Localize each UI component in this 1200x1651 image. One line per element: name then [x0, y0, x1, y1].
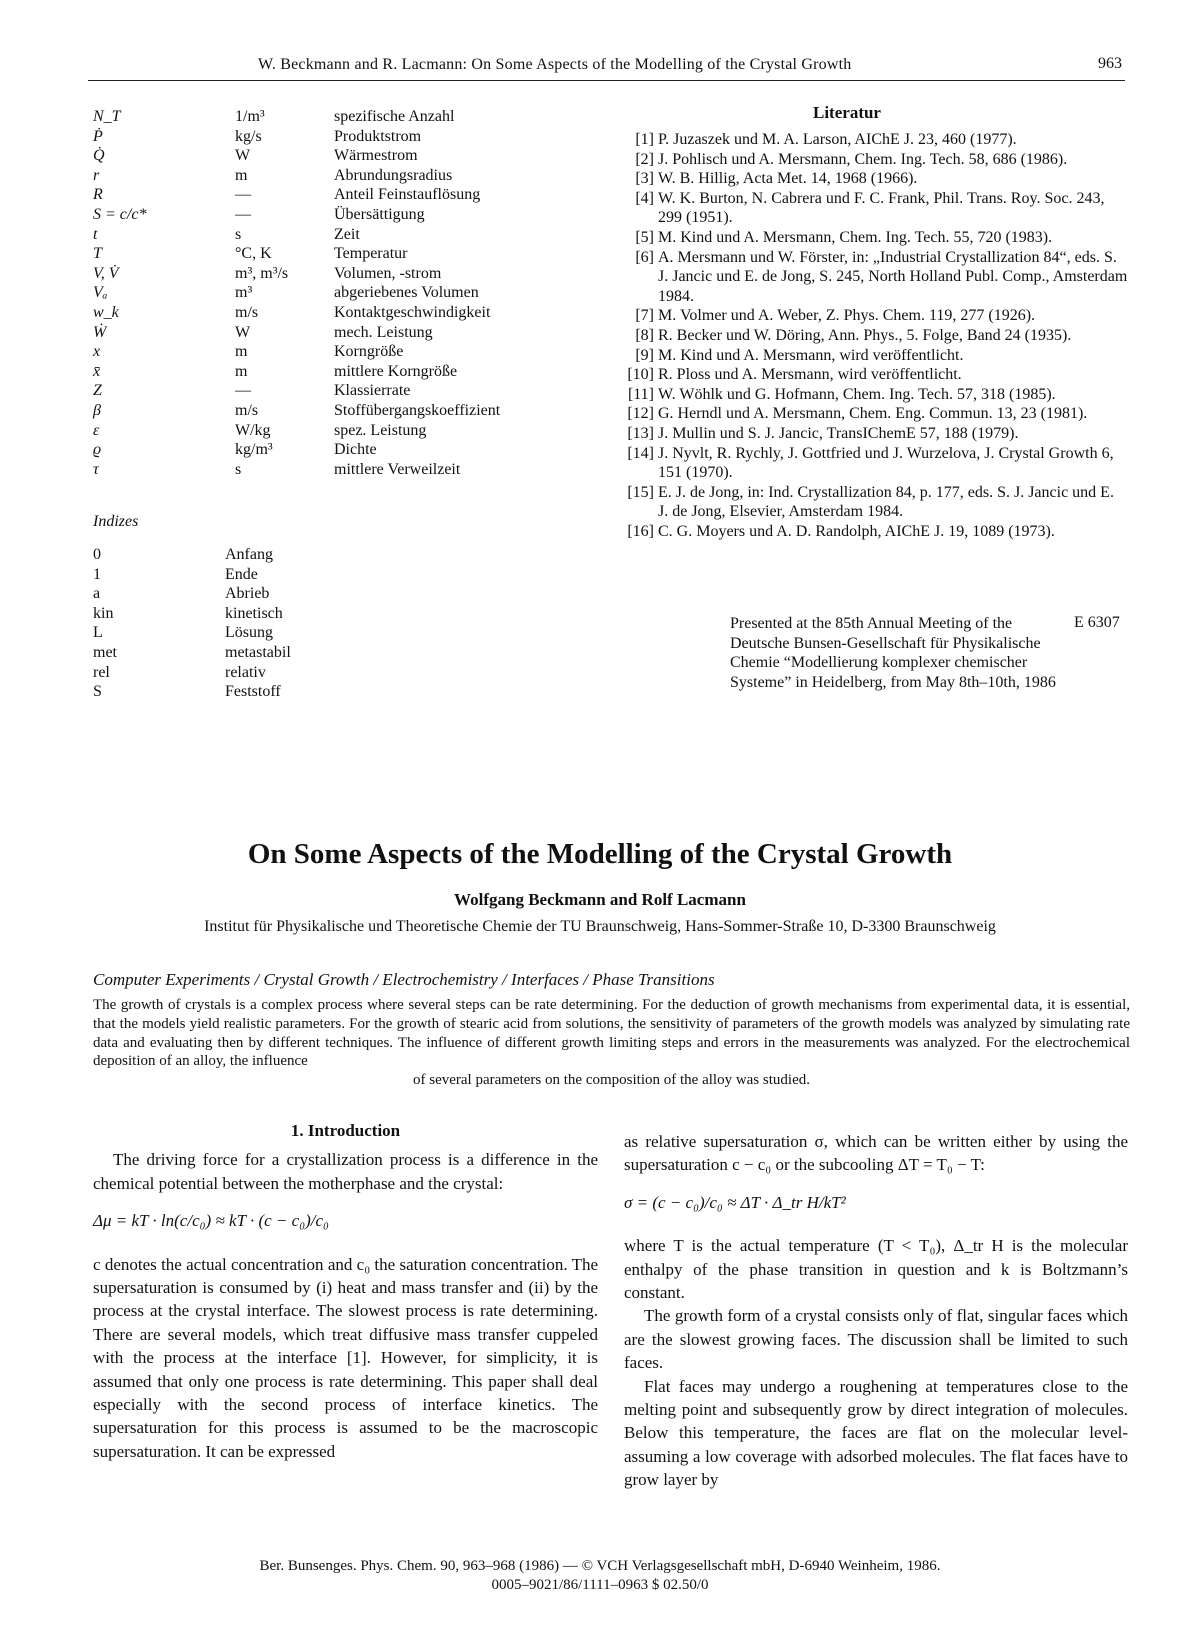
reference-item: [624, 444, 1128, 483]
symbol-description: Zeit: [334, 225, 360, 243]
symbol-unit: m/s: [235, 303, 259, 321]
paragraph: Flat faces may undergo a roughening at temperatures close to the melting point and subsequently grow by direct integration of molecules. Below this temperature, the faces are flat on the molecular level-assuming a low coverage with adsorbed molecules. The flat faces have to grow layer by: [624, 1376, 1128, 1490]
symbol-description: mech. Leistung: [334, 323, 433, 341]
index-value: Abrieb: [225, 585, 270, 603]
symbol-symbol: τ: [93, 460, 99, 478]
abstract-last-line: of several parameters on the composition of the alloy was studied.: [413, 1072, 810, 1089]
symbol-description: Stoffübergangskoeffizient: [334, 401, 501, 419]
symbol-unit: s: [235, 225, 242, 243]
reference-text: W. K. Burton, N. Cabrera und F. C. Frank, Phil. Trans. Roy. Soc. 243, 299 (1951).: [658, 189, 1105, 227]
reference-number: [16]: [627, 522, 654, 540]
symbol-symbol: ϱ: [93, 441, 102, 459]
symbol-unit: 1/m³: [235, 108, 265, 125]
symbol-unit: m³: [235, 284, 253, 302]
right-column: [624, 1130, 1128, 1492]
footer: [0, 1557, 1200, 1595]
reference-item: [624, 306, 1128, 326]
reference-number: [8]: [635, 326, 654, 344]
symbol-description: Temperatur: [334, 245, 408, 263]
paragraph: The growth form of a crystal consists only of flat, singular faces which are the slowest growing faces. The discussion shall be limited to such faces.: [624, 1306, 1128, 1373]
left-column: [93, 1119, 598, 1463]
symbol-unit: kg/m³: [235, 441, 273, 459]
index-key: rel: [93, 663, 110, 681]
reference-item: [624, 404, 1128, 424]
index-key: 1: [93, 565, 101, 583]
indizes-title: Indizes: [93, 513, 139, 530]
symbol-description: Abrundungsradius: [334, 166, 453, 184]
symbol-symbol: T: [93, 245, 102, 263]
index-value: kinetisch: [225, 604, 283, 622]
reference-text: J. Nyvlt, R. Rychly, J. Gottfried und J. Wurzelova, J. Crystal Growth 6, 151 (1970).: [658, 444, 1114, 482]
symbol-description: Klassierrate: [334, 382, 411, 400]
symbol-description: abgeriebenes Volumen: [334, 284, 479, 302]
article-code: E 6307: [1074, 614, 1120, 631]
symbol-description: Korngröße: [334, 343, 404, 361]
symbol-symbol: Ẇ: [93, 323, 107, 341]
reference-number: [15]: [627, 483, 654, 501]
equation-relative-supersaturation: σ = (c − c₀)/c₀ ≈ ΔT · Δ_tr H/kT²: [624, 1192, 846, 1212]
symbol-unit: W: [235, 323, 251, 341]
symbol-symbol: x̄: [93, 362, 101, 380]
symbol-symbol: t: [93, 225, 98, 243]
symbol-unit: —: [235, 205, 251, 223]
reference-number: [9]: [635, 346, 654, 364]
symbol-unit: m: [235, 362, 248, 380]
reference-item: [624, 326, 1128, 346]
symbol-symbol: V, V̇: [93, 264, 119, 282]
symbol-symbol: x: [93, 343, 101, 361]
paragraph: The driving force for a crystallization process is a difference in the chemical potential between the motherphase and the crystal:: [93, 1150, 598, 1193]
symbol-description: mittlere Verweilzeit: [334, 460, 461, 478]
header-rule: [88, 80, 1125, 81]
symbol-description: spez. Leistung: [334, 421, 427, 439]
footer-citation: Ber. Bunsenges. Phys. Chem. 90, 963–968 (1986) — © VCH Verlagsgesellschaft mbH, D-6940 Weinheim, 1986.: [259, 1558, 941, 1574]
abstract: [93, 996, 1130, 1090]
reference-number: [1]: [635, 131, 654, 148]
page-number: 963: [1098, 55, 1122, 72]
reference-item: [624, 169, 1128, 189]
index-value: metastabil: [225, 643, 291, 661]
symbol-symbol: S = c/c*: [93, 205, 147, 223]
reference-number: [14]: [627, 444, 654, 462]
reference-item: [624, 483, 1128, 522]
footer-issn: 0005–9021/86/1111–0963 $ 02.50/0: [491, 1577, 709, 1593]
symbol-symbol: N_T: [93, 108, 121, 125]
symbol-symbol: Q̇: [93, 147, 105, 165]
paragraph: as relative supersaturation σ, which can be written either by using the supersaturation c − c₀ or the subcooling ΔT = T₀ − T:: [624, 1132, 1128, 1175]
reference-item: [624, 365, 1128, 385]
reference-number: [6]: [635, 248, 654, 266]
paragraph: where T is the actual temperature (T < T₀), Δ_tr H is the molecular enthalpy of the phase transition in question and k is Boltzmann’s constant.: [624, 1236, 1128, 1303]
index-key: 0: [93, 546, 101, 563]
reference-item: [624, 189, 1128, 228]
symbol-unit: m³, m³/s: [235, 264, 289, 282]
reference-number: [12]: [627, 405, 654, 423]
reference-number: [13]: [627, 424, 654, 442]
reference-text: M. Kind und A. Mersmann, wird veröffentlicht.: [658, 346, 964, 364]
paragraph: c denotes the actual concentration and c₀ the saturation concentration. The supersaturation is consumed by (i) heat and mass transfer and (ii) by the process at the crystal interface. The slowest process is rate determining. There are several models, which treat diffusive mass transfer cuppeled with the process at the interface [1]. However, for simplicity, it is assumed that only one process is rate determining. This paper shall deal especially with the second process of interface kinetics. The supersaturation for this process is assumed to be the macroscopic supersaturation. It can be expressed: [93, 1254, 598, 1461]
symbol-unit: m: [235, 343, 248, 361]
reference-text: E. J. de Jong, in: Ind. Crystallization 84, p. 177, eds. S. J. Jancic und E. J. de Jong, Elsevier, Amsterdam 1984.: [658, 483, 1114, 521]
abstract-body: The growth of crystals is a complex process where several steps can be rate determining. For the deduction of growth mechanisms from experimental data, it is essential, that the models yield realistic parameters. For the growth of stearic acid from solutions, the sensitivity of parameters of the growth models was analyzed by simulating rate data and evaluating then by different techniques. The influence of different growth limiting steps and errors in the measurements was analyzed. For the electrochemical deposition of an alloy, the influence: [93, 997, 1130, 1070]
symbol-symbol: β: [93, 401, 101, 419]
reference-item: [624, 150, 1128, 170]
reference-number: [11]: [627, 385, 654, 403]
index-key: S: [93, 683, 102, 701]
reference-item: [624, 130, 1128, 150]
reference-text: J. Mullin und S. J. Jancic, TransIChemE 57, 188 (1979).: [658, 424, 1019, 442]
symbol-description: Übersättigung: [334, 205, 425, 223]
reference-text: M. Volmer und A. Weber, Z. Phys. Chem. 119, 277 (1926).: [658, 307, 1036, 325]
reference-number: [7]: [635, 307, 654, 325]
index-key: met: [93, 643, 117, 661]
index-key: a: [93, 585, 101, 603]
section-heading-introduction: 1. Introduction: [290, 1121, 401, 1140]
index-value: Ende: [225, 565, 258, 583]
reference-text: R. Becker und W. Döring, Ann. Phys., 5. Folge, Band 24 (1935).: [658, 326, 1072, 344]
article-affiliation: Institut für Physikalische und Theoretische Chemie der TU Braunschweig, Hans-Sommer-Straße 10, D-3300 Braunschweig: [204, 918, 996, 935]
symbol-description: mittlere Korngröße: [334, 362, 458, 380]
presented-note: Presented at the 85th Annual Meeting of the Deutsche Bunsen-Gesellschaft für Physikalische Chemie “Modellierung komplexer chemischer Systeme” in Heidelberg, from May 8th–10th, 1986: [730, 615, 1056, 691]
reference-number: [5]: [635, 228, 654, 246]
symbol-unit: —: [235, 382, 251, 400]
symbol-symbol: R: [93, 186, 103, 204]
reference-number: [3]: [635, 170, 654, 188]
literatur-title: Literatur: [813, 103, 881, 122]
running-header: W. Beckmann and R. Lacmann: On Some Aspects of the Modelling of the Crystal Growth: [258, 56, 852, 73]
index-value: Anfang: [225, 546, 273, 563]
index-value: relativ: [225, 663, 266, 681]
symbol-unit: m: [235, 166, 248, 184]
symbol-symbol: Ṗ: [93, 127, 103, 145]
reference-number: [10]: [627, 366, 654, 384]
reference-text: C. G. Moyers und A. D. Randolph, AIChE J. 19, 1089 (1973).: [658, 522, 1055, 540]
symbol-unit: W: [235, 147, 251, 165]
reference-item: [624, 346, 1128, 366]
reference-item: [624, 385, 1128, 405]
reference-text: M. Kind und A. Mersmann, Chem. Ing. Tech. 55, 720 (1983).: [658, 228, 1053, 246]
symbol-description: Dichte: [334, 441, 377, 459]
article-title: On Some Aspects of the Modelling of the Crystal Growth: [247, 838, 953, 870]
symbol-description: spezifische Anzahl: [334, 108, 455, 125]
symbol-description: Anteil Feinstauflösung: [334, 186, 481, 204]
symbol-description: Wärmestrom: [334, 147, 418, 165]
index-value: Feststoff: [225, 683, 281, 701]
reference-text: W. Wöhlk und G. Hofmann, Chem. Ing. Tech. 57, 318 (1985).: [658, 385, 1056, 403]
symbol-unit: kg/s: [235, 127, 262, 145]
reference-text: A. Mersmann und W. Förster, in: „Industrial Crystallization 84“, eds. S. J. Jancic und E. de Jong, S. 245, North Holland Publ. Comp., Amsterdam 1984.: [658, 248, 1128, 305]
index-key: kin: [93, 604, 114, 622]
symbol-unit: W/kg: [235, 421, 271, 439]
index-key: L: [93, 624, 103, 642]
reference-text: J. Pohlisch und A. Mersmann, Chem. Ing. Tech. 58, 686 (1986).: [658, 150, 1068, 168]
symbol-description: Produktstrom: [334, 127, 422, 145]
article-authors: Wolfgang Beckmann and Rolf Lacmann: [454, 890, 746, 909]
symbol-unit: —: [235, 186, 251, 204]
reference-text: P. Juzaszek und M. A. Larson, AIChE J. 23, 460 (1977).: [658, 131, 1017, 148]
reference-item: [624, 248, 1128, 307]
keywords: Computer Experiments / Crystal Growth / Electrochemistry / Interfaces / Phase Transitions: [93, 970, 715, 989]
reference-item: [624, 522, 1128, 542]
symbol-unit: °C, K: [235, 245, 272, 263]
reference-number: [4]: [635, 189, 654, 207]
reference-text: W. B. Hillig, Acta Met. 14, 1968 (1966).: [658, 170, 918, 188]
symbol-unit: m/s: [235, 401, 259, 419]
reference-number: [2]: [635, 150, 654, 168]
index-value: Lösung: [225, 624, 273, 642]
reference-item: [624, 424, 1128, 444]
symbol-description: Kontaktgeschwindigkeit: [334, 303, 491, 321]
symbol-unit: s: [235, 460, 242, 478]
symbol-symbol: ε: [93, 421, 100, 439]
symbol-symbol: w_k: [93, 303, 119, 321]
symbol-description: Volumen, -strom: [334, 264, 442, 282]
reference-item: [624, 228, 1128, 248]
symbol-symbol: Z: [93, 382, 102, 400]
reference-text: G. Herndl und A. Mersmann, Chem. Eng. Commun. 13, 23 (1981).: [658, 405, 1088, 423]
symbol-symbol: Vₐ: [93, 284, 108, 302]
symbol-symbol: r: [93, 166, 100, 184]
reference-text: R. Ploss und A. Mersmann, wird veröffentlicht.: [658, 366, 962, 384]
equation-chemical-potential: Δμ = kT · ln(c/c₀) ≈ kT · (c − c₀)/c₀: [93, 1211, 329, 1231]
reference-list: [624, 130, 1128, 541]
